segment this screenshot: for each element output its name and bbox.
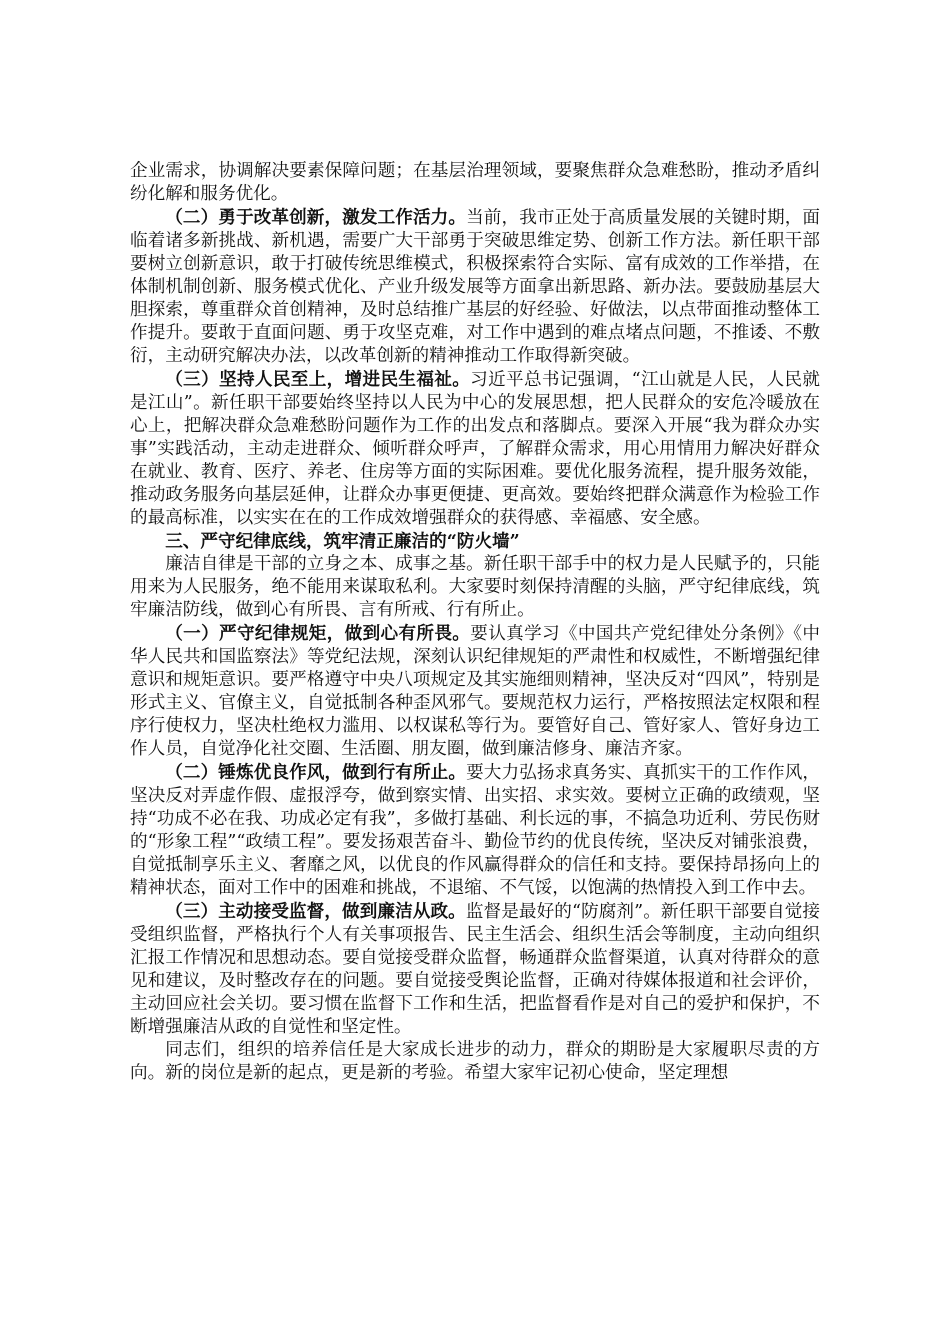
paragraph-lead: （二）勇于改革创新，激发工作活力。	[165, 207, 467, 228]
paragraph	[130, 206, 820, 368]
paragraph-text: 要大力弘扬求真务实、真抓实干的工作作风，坚决反对弄虚作假、虚报浮夸，做到察实情、出实招、求实效。要树立正确的政绩观，坚持“功成不必在我、功成必定有我”，多做打基础、利长远的事，不搞急功近利、劳民伤财的“形象工程”“政绩工程”。要发扬艰苦奋斗、勤俭节约的优良传统，坚决反对铺张浪费，自觉抵制享乐主义、奢靡之风，以优良的作风赢得群众的信任和支持。要保持昂扬向上的精神状态，面对工作中的困难和挑战，不退缩、不气馁，以饱满的热情投入到工作中去。	[130, 763, 820, 898]
paragraph-lead: （三）主动接受监督，做到廉洁从政。	[165, 901, 466, 922]
paragraph	[130, 900, 820, 1039]
paragraph-text: 监督是最好的“防腐剂”。新任职干部要自觉接受组织监督，严格执行个人有关事项报告、民主生活会、组织生活会等制度，主动向组织汇报工作情况和思想动态。要自觉接受群众监督，畅通群众监督渠道，认真对待群众的意见和建议，及时整改存在的问题。要自觉接受舆论监督，正确对待媒体报道和社会评价，主动回应社会关切。要习惯在监督下工作和生活，把监督看作是对自己的爱护和保护，不断增强廉洁从政的自觉性和坚定性。	[130, 902, 820, 1037]
paragraph-text: 要认真学习《中国共产党纪律处分条例》《中华人民共和国监察法》等党纪法规，深刻认识纪律规矩的严肃性和权威性，不断增强纪律意识和规矩意识。要严格遵守中央八项规定及其实施细则精神，坚决反对“四风”，特别是形式主义、官僚主义，自觉抵制各种歪风邪气。要规范权力运行，严格按照法定权限和程序行使权力，坚决杜绝权力滥用、以权谋私等行为。要管好自己、管好家人、管好身边工作人员，自觉净化社交圈、生活圈、朋友圈，做到廉洁修身、廉洁齐家。	[130, 624, 820, 759]
paragraph: 同志们，组织的培养信任是大家成长进步的动力，群众的期盼是大家履职尽责的方向。新的岗位是新的起点，更是新的考验。希望大家牢记初心使命，坚定理想	[130, 1040, 820, 1083]
paragraph-text: 当前，我市正处于高质量发展的关键时期，面临着诸多新挑战、新机遇，需要广大干部勇于突破思维定势、创新工作方法。新任职干部要树立创新意识，敢于打破传统思维模式，积极探索符合实际、富有成效的工作举措，在体制机制创新、服务模式优化、产业升级发展等方面拿出新思路、新办法。要鼓励基层大胆探索，尊重群众首创精神，及时总结推广基层的好经验、好做法，以点带面推动整体工作提升。要敢于直面问题、勇于攻坚克难，对工作中遇到的难点堵点问题，不推诿、不敷衍，主动研究解决办法，以改革创新的精神推动工作取得新突破。	[130, 208, 820, 366]
paragraph-lead: （三）坚持人民至上，增进民生福祉。	[165, 369, 471, 390]
paragraph	[130, 368, 820, 530]
paragraph: 廉洁自律是干部的立身之本、成事之基。新任职干部手中的权力是人民赋予的，只能用来为人民服务，绝不能用来谋取私利。大家要时刻保持清醒的头脑，严守纪律底线，筑牢廉洁防线，做到心有所畏、言有所戒、行有所止。	[130, 554, 820, 620]
paragraph-lead: （二）锤炼优良作风，做到行有所止。	[165, 762, 467, 783]
section-heading: 三、严守纪律底线，筑牢清正廉洁的“防火墙”	[165, 531, 520, 552]
paragraph-lead: （一）严守纪律规矩，做到心有所畏。	[165, 623, 471, 644]
document-body	[130, 160, 820, 1085]
paragraph-text: 习近平总书记强调，“江山就是人民，人民就是江山”。新任职干部要始终坚持以人民为中心的发展思想，把人民群众的安危冷暖放在心上，把解决群众急难愁盼问题作为工作的出发点和落脚点。要深入开展“我为群众办实事”实践活动，主动走进群众、倾听群众呼声，了解群众需求，用心用情用力解决好群众在就业、教育、医疗、养老、住房等方面的实际困难。要优化服务流程，提升服务效能，推动政务服务向基层延伸，让群众办事更便捷、更高效。要始终把群众满意作为检验工作的最高标准，以实实在在的工作成效增强群众的获得感、幸福感、安全感。	[130, 370, 820, 528]
paragraph	[130, 761, 820, 900]
paragraph	[130, 622, 820, 761]
paragraph: 企业需求，协调解决要素保障问题；在基层治理领域，要聚焦群众急难愁盼，推动矛盾纠纷化解和服务优化。	[130, 161, 820, 204]
